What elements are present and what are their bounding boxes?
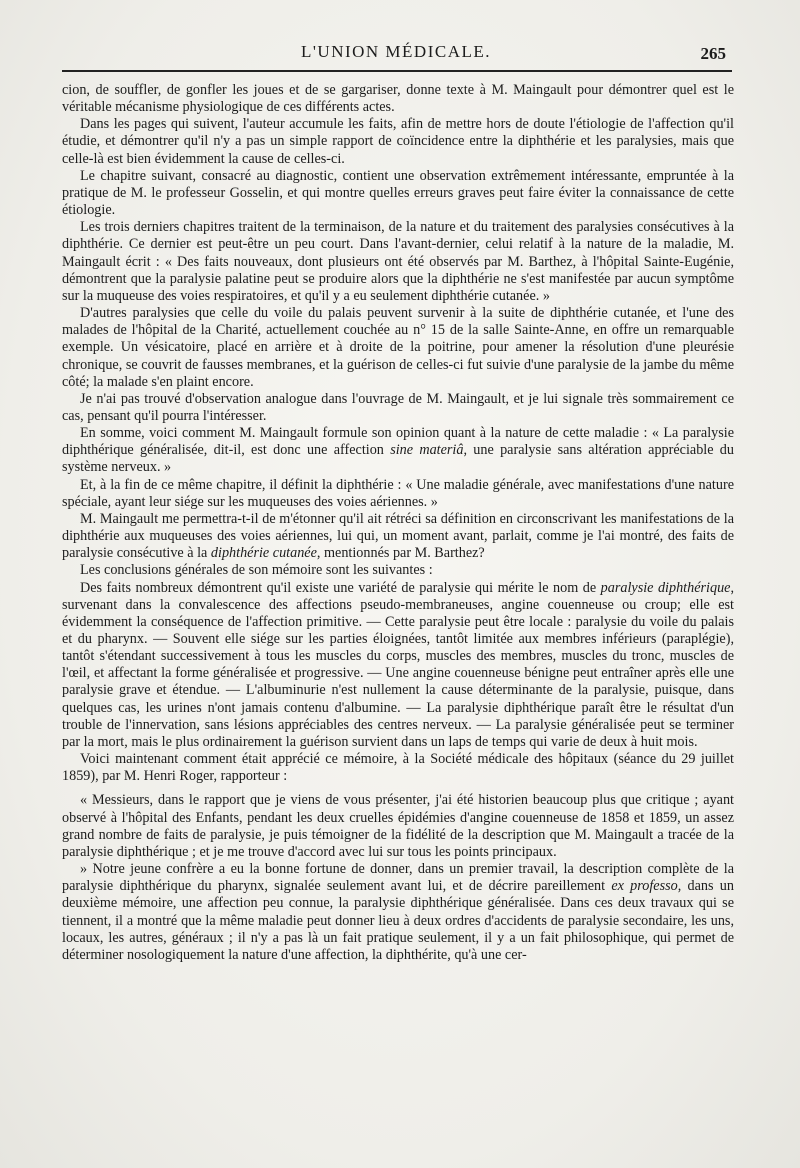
text-run: Des faits nombreux démontrent qu'il existe une variété de paralysie qui mérite le nom de (80, 579, 601, 596)
text-run: En somme, voici comment M. Maingault formule son opinion quant à la nature de cette maladie : « La paralysie diphthérique généralisée, dit-il, est donc une affection (62, 425, 734, 459)
italic-phrase: diphthérie cutanée (210, 545, 317, 562)
paragraph-p4 (62, 219, 734, 305)
text-run: Et, à la fin de ce même chapitre, il définit la diphthérie : « Une maladie générale, avec manifestations d'une nature spéciale, ayant leur siége sur les muqueuses des voies aériennes. » (62, 476, 734, 510)
text-run: D'autres paralysies que celle du voile du palais peuvent survenir à la suite de diphthérie cutanée, et l'une des malades de l'hôpital de la Charité, actuellement couchée au n° 15 de la salle Sainte-Anne, en offre un remarquable exemple. Un vésicatoire, placé en arrière et à droite de la poitrine, pour amener la résolution d'une pleurésie chronique, se couvrit de fausses membranes, et la guérison de celles-ci fut suivie d'une paralysie de la jambe du même côté; la malade s'en plaint encore. (62, 305, 734, 390)
text-run: , une paralysie sans altération appréciable du système nerveux. » (62, 442, 734, 476)
italic-phrase: paralysie diphthérique (600, 579, 731, 596)
paragraph-p11 (62, 580, 734, 752)
paragraph-p14 (62, 861, 734, 964)
paragraph-p2 (62, 116, 734, 167)
text-run: , mentionnés par M. Barthez? (316, 545, 485, 562)
paragraph-p8 (62, 477, 734, 511)
paragraph-p1 (62, 82, 734, 116)
paragraph-p9 (62, 511, 734, 562)
text-run: Dans les pages qui suivent, l'auteur accumule les faits, afin de mettre hors de doute l'étiologie de l'affection qu'il étudie, et démontrer qu'il n'y a pas un simple rapport de coïncidence entre la diphthérie et les paralysies, mais que celle-là est bien évidemment la cause de celles-ci. (62, 116, 734, 167)
header-rule (62, 70, 732, 72)
text-run: M. Maingault me permettra-t-il de m'étonner qu'il ait rétréci sa définition en circonscrivant les manifestations de la diphthérie aux muqueuses des voies aériennes, lui qui, un moment avant, parlait, comme je l'ai montré, des faits de paralysie consécutive à la (62, 510, 734, 562)
text-run: » Notre jeune confrère a eu la bonne fortune de donner, dans un premier travail, la description complète de la paralysie diphthérique du pharynx, signalée seulement avant lui, et de décrire pareillement (62, 861, 734, 895)
page-number: 265 (700, 44, 726, 63)
paragraph-p7 (62, 425, 734, 476)
page-header (62, 38, 730, 72)
paragraph-p13 (62, 792, 734, 861)
text-run: Je n'ai pas trouvé d'observation analogue dans l'ouvrage de M. Maingault, et je lui signale très sommairement ce cas, pensant qu'il pourra l'intéresser. (62, 390, 734, 424)
text-run: Le chapitre suivant, consacré au diagnostic, contient une observation extrêmement intéressante, empruntée à la pratique de M. le professeur Gosselin, et qui montre quelles erreurs graves peut faire éviter la connaissance de cette étiologie. (62, 167, 734, 219)
text-run: « Messieurs, dans le rapport que je viens de vous présenter, j'ai été historien beaucoup plus que critique ; ayant observé à l'hôpital des Enfants, pendant les deux cruelles épidémies d'angine couenneuse de 1858 et 1859, un assez grand nombre de faits de paralysie, je puis témoigner de la fidélité de la description que M. Maingault a tracée de la paralysie diphthérique ; et je me trouve d'accord avec lui sur tous les points principaux. (62, 792, 734, 860)
running-title: L'UNION MÉDICALE. (300, 42, 492, 61)
article-body (62, 82, 734, 964)
italic-phrase: ex professo (611, 878, 678, 895)
paragraph-p5 (62, 305, 734, 391)
text-run: cion, de souffler, de gonfler les joues et de se gargariser, donne texte à M. Maingault pour démontrer quel est le véritable mécanisme physiologique de ces différents actes. (62, 82, 734, 116)
paragraph-p12 (62, 751, 734, 785)
text-run: , dans un deuxième mémoire, une affection peu connue, la paralysie diphthérique généralisée. Dans ces deux travaux qui se tiennent, il a montré que la même maladie peut donner lieu à deux ordres d'accidents de paralysie secondaire, les uns, locaux, les autres, généraux ; il n'y a pas là un fait pratique seulement, il y a un fait philosophique, qui permet de déterminer nosologiquement la nature d'une affection, la diphthérite, qu'à une cer- (62, 878, 734, 963)
paragraph-p10 (62, 562, 734, 579)
text-run: Voici maintenant comment était apprécié ce mémoire, à la Société médicale des hôpitaux (séance du 29 juillet 1859), par M. Henri Roger, rapporteur : (62, 751, 734, 785)
paragraph-p3 (62, 168, 734, 219)
paragraph-p6 (62, 391, 734, 425)
text-run: Les conclusions générales de son mémoire sont les suivantes : (80, 562, 433, 579)
text-run: Les trois derniers chapitres traitent de la terminaison, de la nature et du traitement des paralysies consécutives à la diphthérie. Ce dernier est peut-être un peu court. Dans l'avant-dernier, celui relatif à la nature de la maladie, M. Maingault écrit : « Des faits nouveaux, dont plusieurs ont été observés par M. Barthez, à l'hôpital Sainte-Eugénie, démontrent que la paralysie palatine peut se produire alors que la diphthérie ne s'est manifestée par aucun symptôme sur la muqueuse des voies respiratoires, et qu'il y a eu seulement diphthérie cutanée. » (62, 219, 734, 304)
italic-phrase: sine materiâ (390, 442, 464, 459)
text-run: , survenant dans la convalescence des affections pseudo-membraneuses, angine couenneuse ou croup; elle est évidemment la conséquence de l'affection primitive. — Cette paralysie peut être locale : paralysie du voile du palais et du pharynx. — Souvent elle siége sur les parties éloignées, tantôt limitée aux membres inférieurs (paraplégie), tantôt s'étendant successivement à tous les muscles du corps, muscles des membres, muscles du tronc, muscles de l'œil, et affectant la forme généralisée et progressive. — Une angine couenneuse bénigne peut entraîner après elle une paralysie grave et étendue. — L'albuminurie n'est nullement la cause déterminante de la paralysie, puisque, dans quelques cas, les urines n'ont jamais contenu d'albumine. — La paralysie diphthérique paraît être le résultat d'un trouble de l'innervation, sans lésions appréciables des centres nerveux. — La paralysie généralisée peut se terminer par la mort, mais le plus ordinairement la guérison survient dans un laps de temps qui varie de deux à huit mois. (62, 579, 735, 750)
